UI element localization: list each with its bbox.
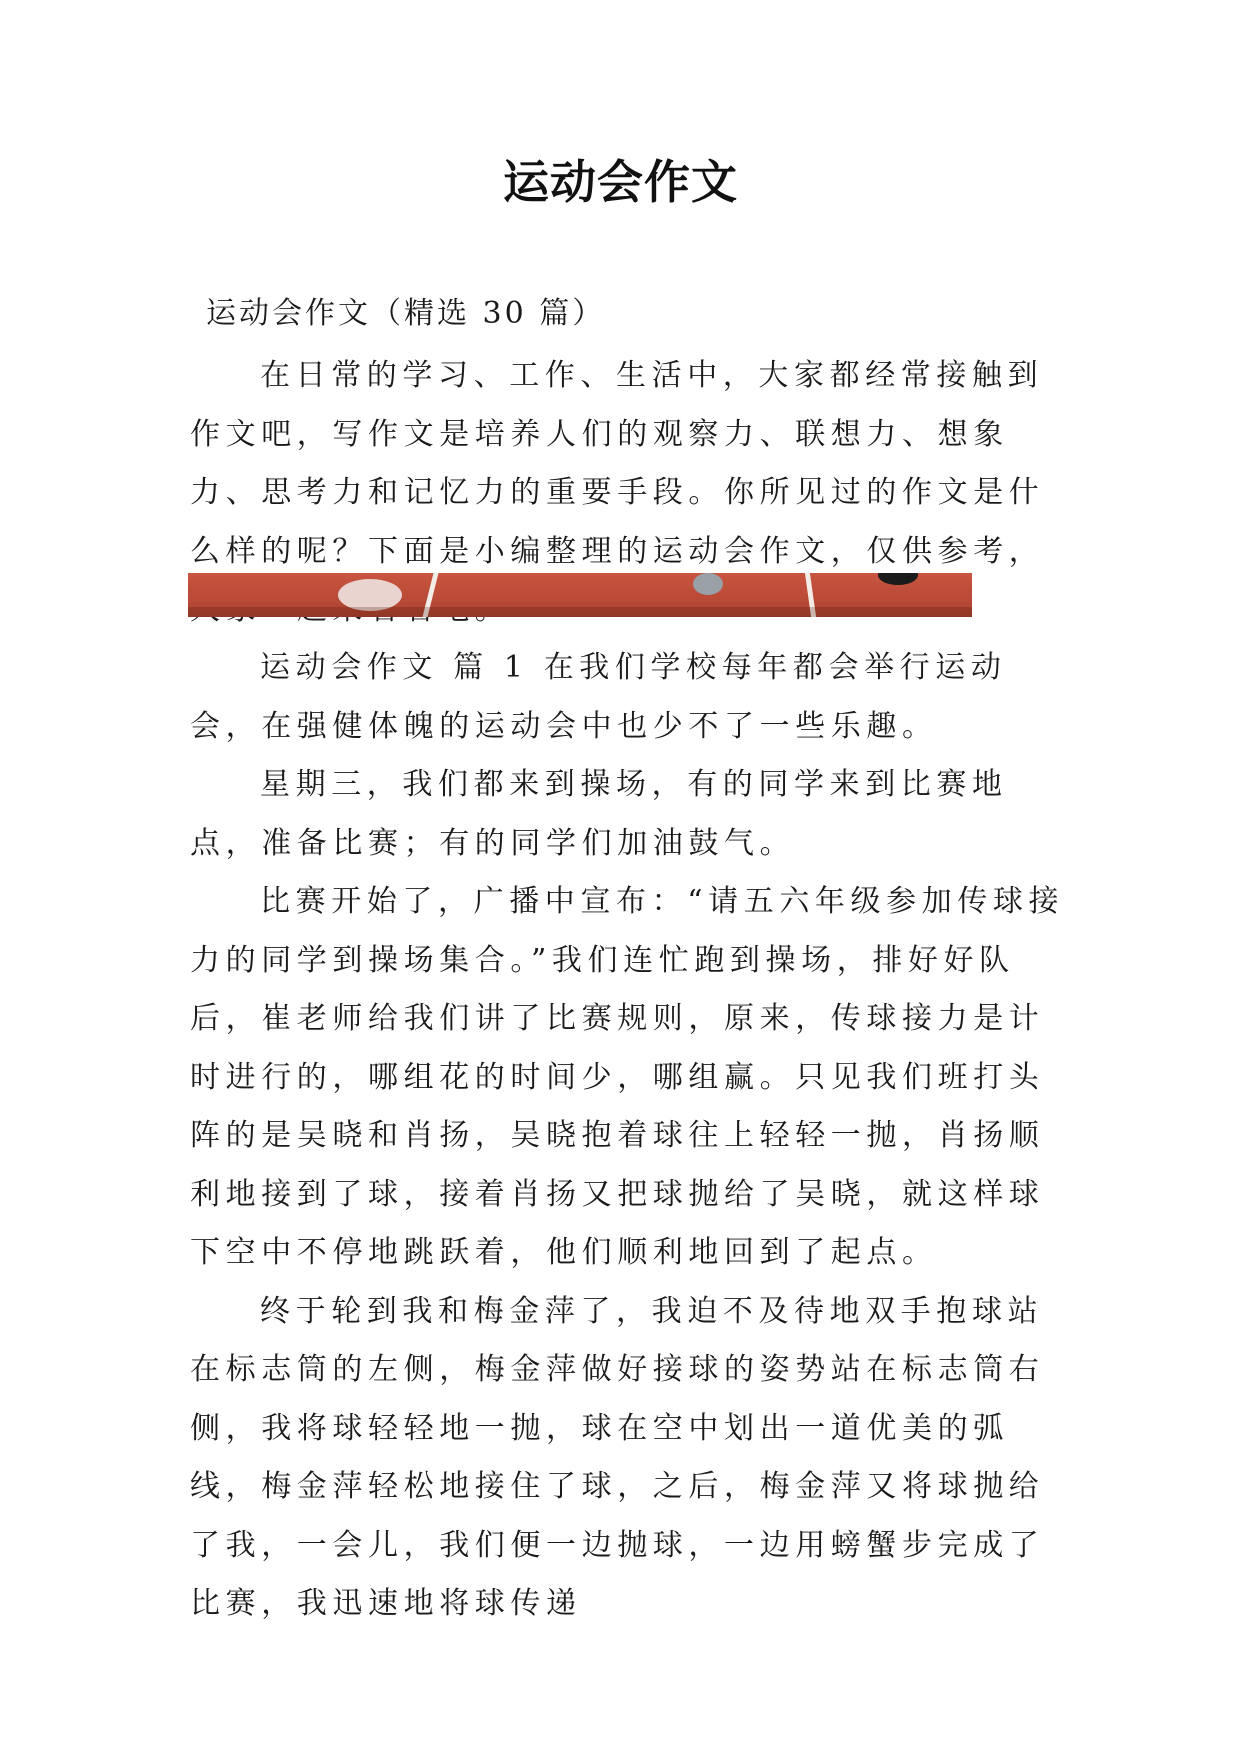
document-title: 运动会作文 [503,155,738,209]
running-track-photo [188,573,972,617]
intro-paragraph: 在日常的学习、工作、生活中，大家都经常接触到作文吧，写作文是培养人们的观察力、联想力、想象力、思考力和记忆力的重要手段。你所见过的作文是什么样的呢？下面是小编整理的运动会作文，仅供参考， [190,358,1045,569]
essay-paragraph: 终于轮到我和梅金萍了，我迫不及待地双手抱球站在标志筒的左侧，梅金萍做好接球的姿势站在标志筒右侧，我将球轻轻地一抛，球在空中划出一道优美的弧线，梅金萍轻松地接住了球，之后，梅金萍又将球抛给了我，一会儿，我们便一边抛球，一边用螃蟹步完成了比赛，我迅速地将球传递 [190,1293,1045,1621]
essay-heading: 运动会作文 篇 1 [260,650,529,685]
essay-paragraph [190,639,1070,756]
essay-paragraph: 星期三，我们都来到操场，有的同学来到比赛地点，准备比赛；有的同学们加油鼓气。 [190,767,1008,861]
photo-shadow [188,607,972,617]
runner-shoe [693,573,723,595]
document-subtitle: 运动会作文（精选 30 篇） [206,296,606,331]
essay-section [190,639,1070,1634]
essay-paragraph: 比赛开始了，广播中宣布：“请五六年级参加传球接力的同学到操场集合。”我们连忙跑到操场，排好好队后，崔老师给我们讲了比赛规则，原来，传球接力是计时进行的，哪组花的时间少，哪组赢。只见我们班打头阵的是吴晓和肖扬，吴晓抱着球往上轻轻一抛，肖扬顺利地接到了球，接着肖扬又把球抛给了吴晓，就这样球下空中不停地跳跃着，他们顺利地回到了起点。 [190,884,1065,1270]
essay-heading-gap [529,650,544,685]
runner-shoe [878,573,918,585]
essay-first-text: 在我们学校每年都会举行运动会，在强健体魄的运动会中也少不了一些乐趣。 [190,650,1007,744]
